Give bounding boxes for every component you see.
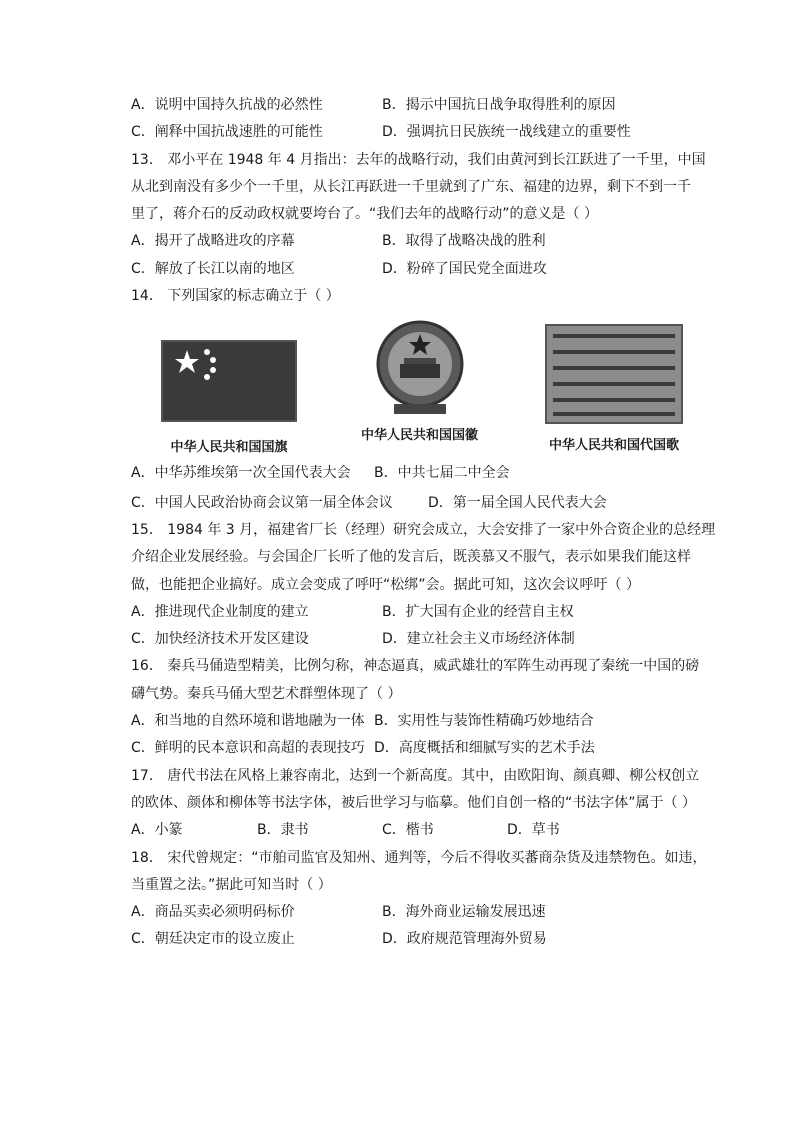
q17-option-d: D．草书 (507, 822, 560, 839)
options-row (131, 626, 691, 653)
q14-stem: 14． 下列国家的标志确立于（ ） (131, 288, 340, 305)
emblem-caption: 中华人民共和国国徽 (361, 428, 479, 444)
q18-stem-line: 当重置之法。”据此可知当时（ ） (131, 876, 332, 893)
options-row (131, 817, 691, 844)
q15-stem-line: 介绍企业发展经验。与会国企厂长听了他的发言后，既羡慕又不服气，表示如果我们能这样 (131, 549, 691, 566)
q13-option-d: D．粉碎了国民党全面进攻 (382, 260, 547, 277)
q16-stem-line: 礴气势。秦兵马俑大型艺术群塑体现了（ ） (131, 685, 402, 702)
options-row (131, 228, 691, 255)
option-d: D．强调抗日民族统一战线建立的重要性 (382, 124, 631, 141)
flag-caption: 中华人民共和国国旗 (170, 440, 288, 456)
option-a: A．说明中国持久抗战的必然性 (131, 97, 323, 113)
q18-option-c: C．朝廷决定市的设立废止 (131, 931, 295, 948)
q16-option-b: B．实用性与装饰性精确巧妙地结合 (374, 713, 594, 730)
q13-option-c: C．解放了长江以南的地区 (131, 260, 295, 277)
q14-option-b: B．中共七届二中全会 (374, 465, 510, 482)
options-row (131, 490, 691, 517)
q17-option-c: C．楷书 (382, 822, 434, 839)
q18-stem-line: 18． 宋代曾规定：“市舶司监官及知州、通判等，今后不得收买蕃商杂货及违禁物色。如违， (131, 849, 707, 866)
q15-option-c: C．加快经济技术开发区建设 (131, 631, 309, 648)
q14-option-a: A．中华苏维埃第一次全国代表大会 (131, 465, 351, 482)
option-b: B．揭示中国抗日战争取得胜利的原因 (382, 97, 616, 113)
options-row (131, 708, 691, 735)
national-emblem-figure (361, 318, 478, 443)
anthem-caption: 中华人民共和国代国歌 (548, 438, 679, 454)
q13-stem-line: 13． 邓小平在 1948 年 4 月指出：去年的战略行动，我们由黄河到长江跃进了一千里，中国 (131, 151, 706, 168)
national-anthem-figure (545, 324, 683, 453)
q13-option-b: B．取得了战略决战的胜利 (382, 233, 546, 250)
options-row (131, 735, 691, 762)
q18-option-d: D．政府规范管理海外贸易 (382, 931, 547, 948)
q15-option-a: A．推进现代企业制度的建立 (131, 603, 309, 620)
q15-stem-line: 做，也能把企业搞好。成立会变成了呼吁“松绑”会。据此可知，这次会议呼吁（ ） (131, 576, 640, 593)
options-row (131, 460, 691, 487)
q18-option-a: A．商品买卖必须明码标价 (131, 904, 295, 921)
anthem-score-icon (545, 324, 683, 424)
q15-option-b: B．扩大国有企业的经营自主权 (382, 603, 574, 620)
options-row (131, 92, 691, 119)
q17-option-b: B．隶书 (257, 822, 309, 839)
q16-option-a: A．和当地的自然环境和谐地融为一体 (131, 713, 365, 730)
options-row (131, 599, 691, 626)
flag-icon (161, 340, 297, 422)
q18-option-b: B．海外商业运输发展迅速 (382, 904, 546, 921)
q17-option-a: A．小篆 (131, 822, 183, 839)
q16-option-c: C．鲜明的民本意识和高超的表现技巧 (131, 740, 365, 757)
q14-option-c: C．中国人民政治协商会议第一届全体会议 (131, 494, 393, 511)
options-row (131, 119, 691, 146)
q14-figures (131, 310, 691, 460)
question-content (131, 92, 716, 954)
q13-option-a: A．揭开了战略进攻的序幕 (131, 233, 295, 250)
q17-stem-line: 17． 唐代书法在风格上兼容南北，达到一个新高度。其中，由欧阳询、颜真卿、柳公权创立 (131, 767, 700, 784)
emblem-icon (374, 318, 466, 416)
q14-option-d: D．第一届全国人民代表大会 (428, 494, 607, 511)
option-c: C．阐释中国抗战速胜的可能性 (131, 124, 323, 141)
q15-stem-line: 15． 1984 年 3 月，福建省厂长（经理）研究会成立，大会安排了一家中外合资企业的总经理 (131, 521, 716, 538)
q15-option-d: D．建立社会主义市场经济体制 (382, 631, 575, 648)
options-row (131, 926, 691, 953)
q16-option-d: D．高度概括和细腻写实的艺术手法 (374, 740, 595, 757)
q17-stem-line: 的欧体、颜体和柳体等书法字体，被后世学习与临摹。他们自创一格的“书法字体”属于（ ） (131, 794, 696, 811)
options-row (131, 899, 691, 926)
options-row (131, 256, 691, 283)
q13-stem-line: 从北到南没有多少个一千里，从长江再跃进一千里就到了广东、福建的边界，剩下不到一千 (131, 178, 691, 195)
q16-stem-line: 16． 秦兵马俑造型精美，比例匀称，神态逼真，威武雄壮的军阵生动再现了秦统一中国的磅 (131, 658, 700, 675)
q13-stem-line: 里了，蒋介石的反动政权就要垮台了。“我们去年的战略行动”的意义是（ ） (131, 206, 598, 223)
national-flag-figure (161, 340, 297, 455)
